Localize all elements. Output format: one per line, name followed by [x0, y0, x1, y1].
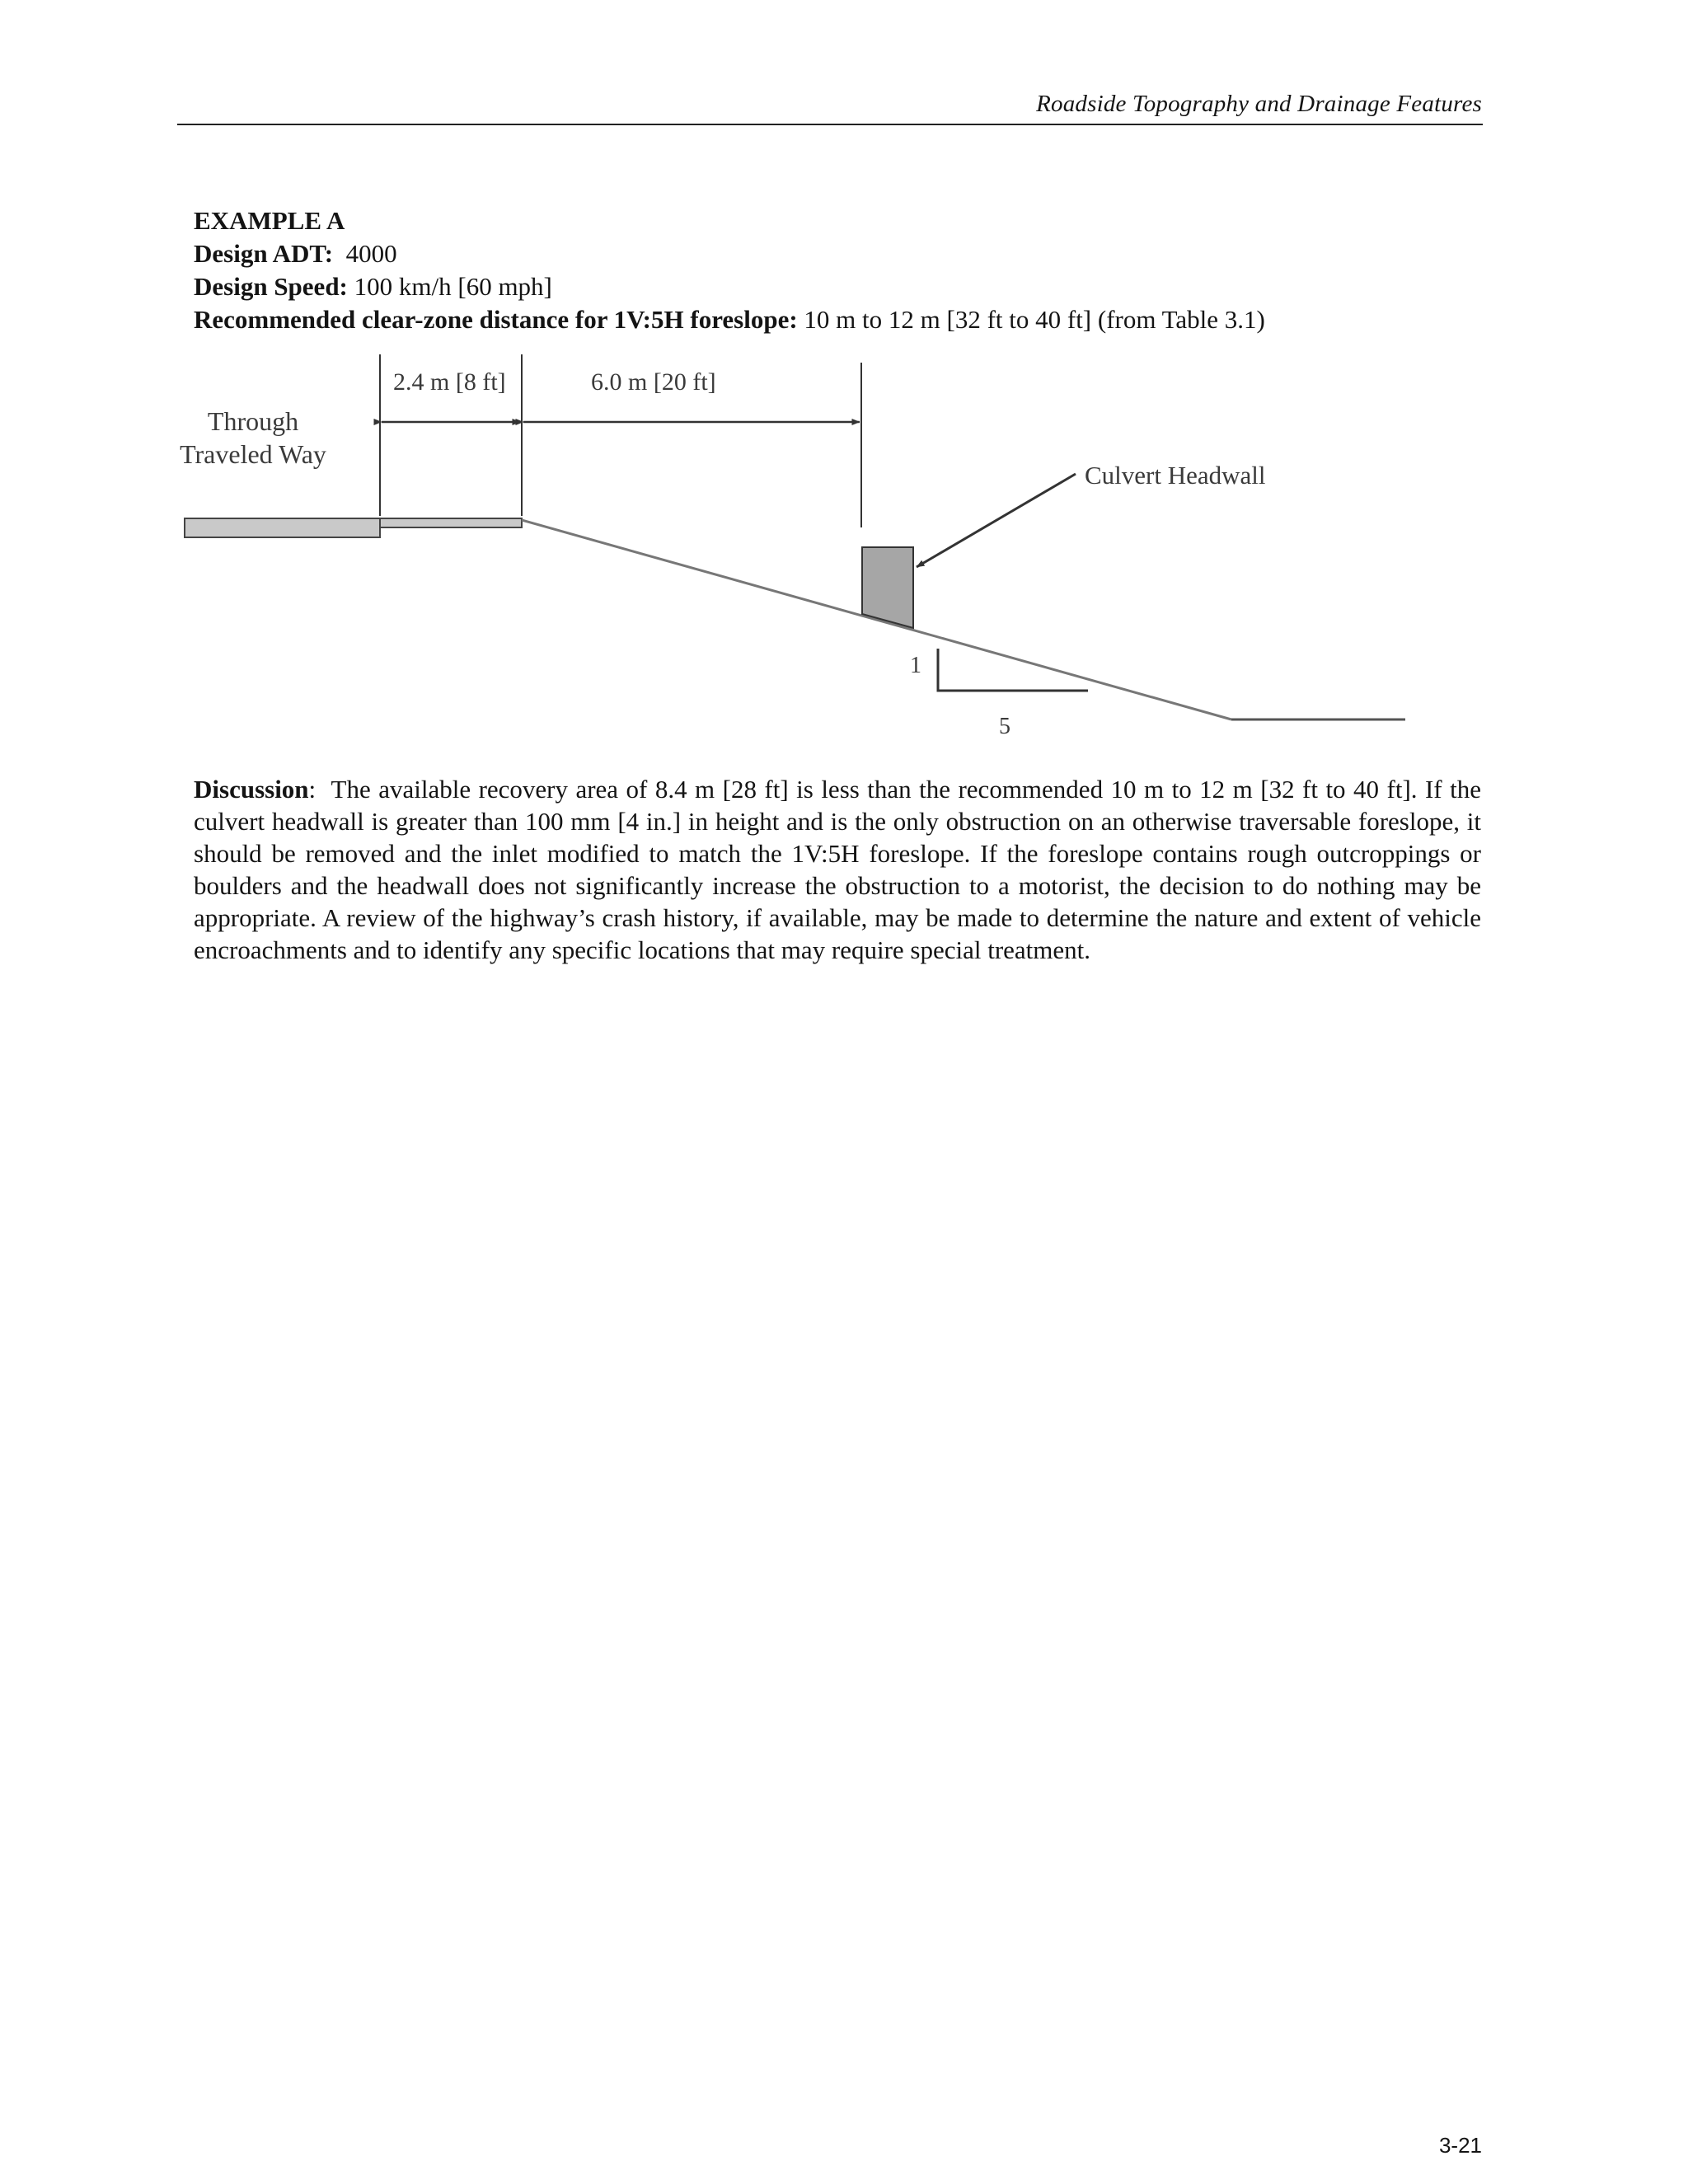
shoulder-slab: [380, 518, 522, 527]
design-speed-value: 100 km/h [60 mph]: [354, 272, 552, 301]
slope-run-label: 5: [999, 714, 1010, 739]
through-traveled-way-label: Through: [207, 406, 299, 436]
culvert-leader-arrow: [917, 474, 1076, 567]
culvert-headwall-label: Culvert Headwall: [1085, 461, 1266, 490]
slope-rise-label: 1: [910, 653, 921, 678]
discussion-paragraph: Discussion: The available recovery area of 8.4 m [28 ft] is less than the recommended 10 m to 12 m [32 ft to 40 ft]. If the culvert headwall is greater than 100 mm [4 in.] in height and is the only obstruction on an otherwise traversable foreslope, it should be removed and the inlet modified to match the 1V:5H foreslope. If the foreslope contains rough outcroppings or boulders and the headwall does not significantly increase the obstruction to a motorist, the decision to do nothing may be appropriate. A review of the highway’s crash history, if available, may be made to determine the nature and extent of vehicle encroachments and to identify any specific locations that may require special treatment.: [194, 775, 1481, 964]
traveled-way-slab: [185, 518, 380, 537]
culvert-headwall: [862, 547, 913, 628]
running-header-title: Roadside Topography and Drainage Features: [1036, 91, 1482, 117]
example-title: EXAMPLE A: [194, 206, 345, 235]
discussion-text: The available recovery area of 8.4 m [28 ft] is less than the recommended 10 m to 12 m [32 ft to 40 ft]. If the culvert headwall is greater than 100 mm [4 in.] in height and is the only obstruction on an otherwise traversable foreslope, it should be removed and the inlet modified to match the 1V:5H foreslope. If the foreslope contains rough outcroppings or boulders and the headwall does not significantly increase the obstruction to a motorist, the decision to do nothing may be appropriate. A review of the highway’s crash history, if available, may be made to determine the nature and extent of vehicle encroachments and to identify any specific locations that may require special treatment.: [194, 775, 1481, 964]
slope-indicator: [938, 649, 1088, 691]
design-adt-label: Design ADT:: [194, 239, 334, 268]
design-adt-value: 4000: [345, 239, 397, 268]
discussion-label: Discussion: [194, 775, 309, 804]
dimension-label-shoulder: 2.4 m [8 ft]: [393, 368, 506, 396]
page-number: 3-21: [1438, 2133, 1482, 2158]
through-traveled-way-label-line2: Traveled Way: [180, 439, 326, 469]
dimension-label-slope: 6.0 m [20 ft]: [591, 368, 716, 396]
design-speed-label: Design Speed:: [194, 272, 348, 301]
clear-zone-label: Recommended clear-zone distance for 1V:5H foreslope:: [194, 305, 798, 334]
clear-zone-value: 10 m to 12 m [32 ft to 40 ft] (from Table 3.1): [804, 305, 1265, 334]
